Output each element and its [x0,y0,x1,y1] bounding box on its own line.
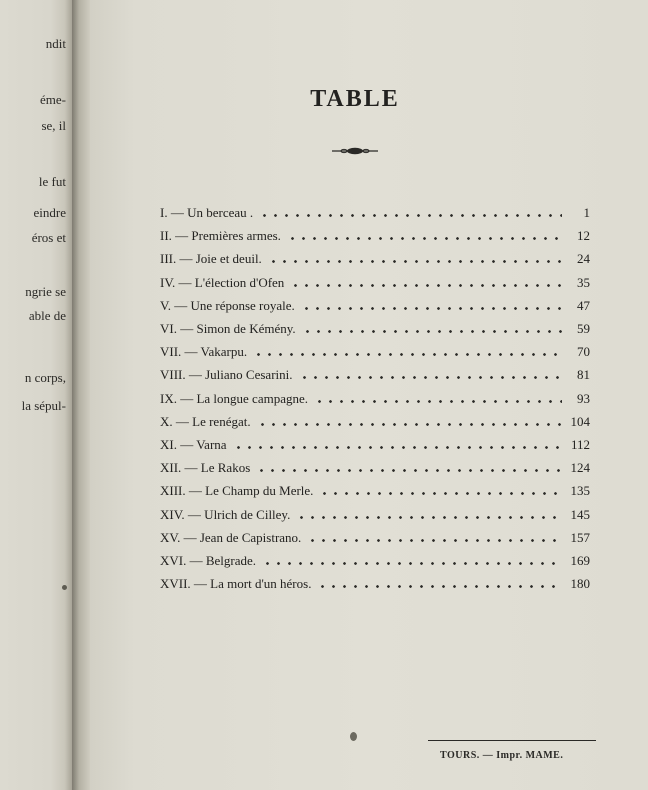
toc-entry-page: 70 [577,344,590,360]
ornament-divider [332,146,378,156]
footer-rule [428,740,596,741]
toc-entry-label: V. — Une réponse royale. [160,297,295,313]
toc-entry [160,361,590,383]
dot-leader [317,585,562,588]
toc-entry-label: XVII. — La mort d'un héros. [160,576,312,592]
dot-leader [262,562,562,565]
toc-entry [160,547,590,569]
toc-entry-label: VII. — Vakarpu. [160,344,248,360]
toc-entry-page: 169 [570,553,590,568]
dot-leader [299,376,562,379]
toc-entry [160,199,590,221]
left-text-fragment: eindre [33,205,66,220]
toc-entry-page: 157 [570,529,590,545]
dot-leader [257,423,562,426]
toc-entry-page: 135 [570,483,590,499]
dot-leader [268,260,562,263]
toc-entry-label: XIV. — Ulrich de Cilley. [160,506,291,522]
toc-entry-page: 1 [583,205,590,220]
paper-stain [350,732,357,741]
toc-entry-page: 145 [570,506,590,522]
toc-entry [160,408,590,430]
dot-leader [290,284,562,287]
toc-entry [160,315,590,337]
toc-entry-label: III. — Joie et deuil. [160,251,262,267]
dot-leader [259,214,562,217]
toc-entry-label: XI. — Varna [160,437,227,452]
left-text-fragment: able de [28,308,66,323]
toc-entry-label: IX. — La longue campagne. [160,390,309,406]
toc-entry-label: II. — Premières armes. [160,228,281,244]
toc-entry-label: X. — Le renégat. [160,413,251,429]
page-title: TABLE [310,86,400,112]
toc-entry-page: 59 [577,321,590,336]
toc-entry [160,245,590,267]
left-text-fragment: éros et [31,230,66,245]
dot-leader [256,469,562,472]
dot-leader [314,400,562,403]
toc-entry-label: XVI. — Belgrade. [160,553,257,568]
dot-leader [233,446,562,449]
book-gutter [72,0,90,790]
dot-leader [307,539,562,542]
toc-entry [160,431,590,453]
left-text-fragment: ngrie se [25,284,66,299]
toc-entry [160,338,590,360]
toc-entry [160,269,590,291]
toc-entry-page: 35 [577,274,590,290]
toc-entry-page: 124 [570,460,590,476]
dot-leader [302,330,562,333]
toc-entry-page: 112 [570,437,590,452]
dot-leader [296,516,562,519]
toc-entry [160,385,590,407]
dot-leader [287,237,562,240]
printer-imprint: TOURS. — Impr. MAME. [440,750,564,761]
toc-entry-label: I. — Un berceau . [160,205,254,220]
toc-entry [160,477,590,499]
toc-entry [160,501,590,523]
toc-entry [160,524,590,546]
dot-leader [253,353,562,356]
toc-entry-page: 81 [577,367,590,383]
toc-entry-page: 12 [577,228,590,244]
toc-entry-label: XII. — Le Rakos [160,460,251,476]
dot-leader [301,307,562,310]
left-page-edge [0,0,72,790]
toc-entry [160,222,590,244]
toc-entry-label: XV. — Jean de Capistrano. [160,529,302,545]
toc-entry-page: 93 [577,390,590,406]
toc-entry [160,570,590,592]
toc-entry-label: VIII. — Juliano Cesarini. [160,367,293,383]
left-text-fragment: éme- [40,92,66,107]
left-text-fragment: le fut [38,174,66,189]
toc-entry-label: XIII. — Le Champ du Merle. [160,483,314,499]
toc-entry-label: VI. — Simon de Kémény. [160,321,296,336]
left-text-fragment: la sépul- [21,398,66,413]
toc-entry-page: 24 [577,251,590,267]
toc-entry [160,454,590,476]
toc-entry [160,292,590,314]
left-text-fragment: n corps, [24,370,66,385]
toc-entry-page: 47 [577,297,590,313]
left-text-fragment: se, il [41,118,66,133]
toc-entry-label: IV. — L'élection d'Ofen [160,274,285,290]
left-text-fragment: ndit [45,36,66,51]
dot-leader [319,492,562,495]
toc-entry-page: 180 [570,576,590,592]
toc-entry-page: 104 [570,413,590,429]
paper-stain [62,585,67,590]
